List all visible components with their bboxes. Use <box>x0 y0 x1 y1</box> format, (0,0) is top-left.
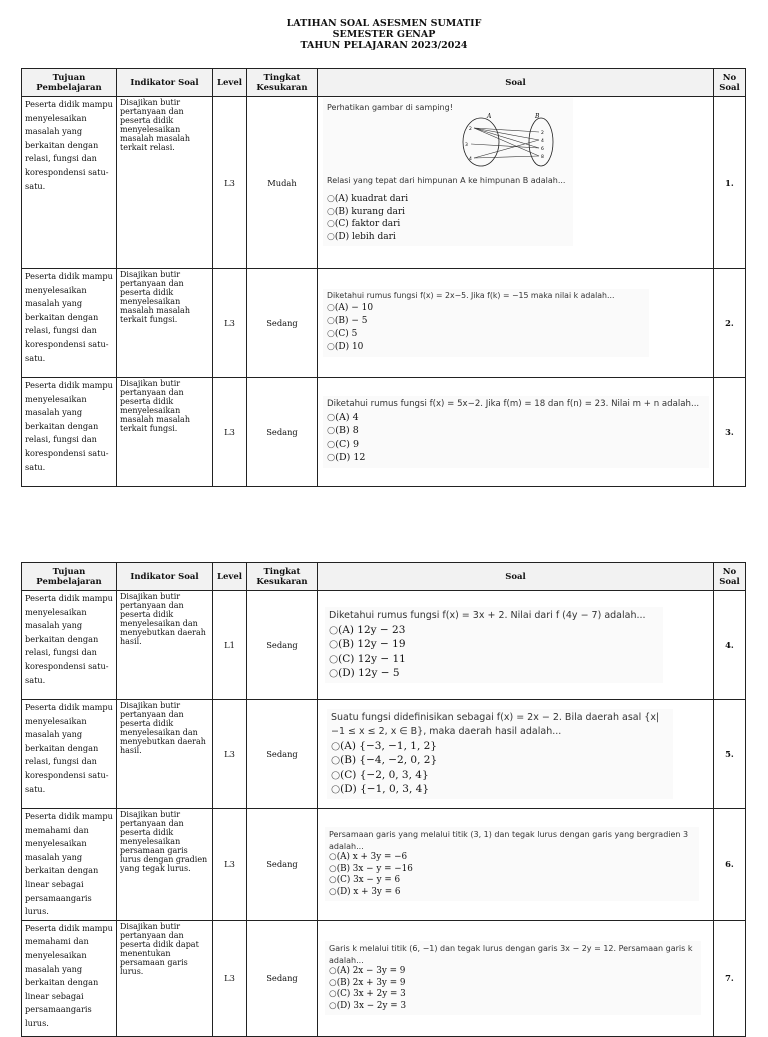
tujuan-cell: Peserta didik mampu memahami dan menyelesaikan masalah yang berkaitan dengan linear sebagai persamaangaris lurus. <box>22 920 117 1036</box>
radio-icon[interactable]: ○ <box>329 863 337 874</box>
option-item[interactable] <box>327 451 705 465</box>
col-header-soal: Soal <box>318 563 714 591</box>
option-label: (D) x + 3y = 6 <box>336 886 401 897</box>
tingkat-cell: Sedang <box>247 809 318 921</box>
option-item[interactable] <box>329 989 697 1001</box>
header-year: TAHUN PELAJARAN 2023/2024 <box>300 40 468 51</box>
question-text: Diketahui rumus fungsi f(x) = 2x−5. Jika f(k) = −15 maka nilai k adalah... <box>327 291 615 301</box>
option-item[interactable] <box>329 875 695 887</box>
col-header-tujuan: Tujuan Pembelajaran <box>22 69 117 97</box>
relation-diagram <box>459 110 559 172</box>
option-label: (B) 8 <box>335 425 359 437</box>
radio-icon[interactable]: ○ <box>329 1000 337 1011</box>
option-label: (D) 3x − 2y = 3 <box>336 1000 407 1011</box>
level-cell: L1 <box>213 591 247 700</box>
option-item[interactable] <box>329 666 659 680</box>
no-cell: 6. <box>714 809 746 921</box>
option-item[interactable] <box>331 739 669 753</box>
option-label: (A) 12y − 23 <box>338 624 406 637</box>
options-list <box>329 623 659 680</box>
table-header-row <box>22 563 746 591</box>
options-list <box>329 852 695 898</box>
no-cell: 5. <box>714 700 746 809</box>
question-box <box>325 941 701 1015</box>
tingkat-cell: Sedang <box>247 920 318 1036</box>
table-row <box>22 809 746 921</box>
radio-icon[interactable]: ○ <box>327 219 335 229</box>
option-item[interactable] <box>327 218 569 231</box>
option-item[interactable] <box>327 315 645 328</box>
b-value: 6 <box>541 147 544 152</box>
question-box <box>327 709 673 799</box>
radio-icon[interactable]: ○ <box>327 425 336 437</box>
option-label: (C) 3x + 2y = 3 <box>336 989 406 1000</box>
a-value: 3 <box>465 143 468 148</box>
tujuan-cell: Peserta didik mampu menyelesaikan masalah yang berkaitan dengan relasi, fungsi dan korespondensi satu-satu. <box>22 97 117 269</box>
tujuan-cell: Peserta didik mampu menyelesaikan masalah yang berkaitan dengan relasi, fungsi dan korespondensi satu-satu. <box>22 700 117 809</box>
option-item[interactable] <box>327 302 645 315</box>
b-value: 2 <box>541 131 544 136</box>
option-item[interactable] <box>327 328 645 341</box>
option-item[interactable] <box>327 411 705 425</box>
radio-icon[interactable]: ○ <box>327 206 335 217</box>
header-semester: SEMESTER GENAP <box>332 29 436 40</box>
col-header-no: No Soal <box>714 69 746 97</box>
tujuan-cell: Peserta didik mampu menyelesaikan masalah yang berkaitan dengan relasi, fungsi dan korespondensi satu-satu. <box>22 269 117 378</box>
radio-icon[interactable]: ○ <box>327 231 335 242</box>
question-table-2 <box>21 562 746 1037</box>
soal-cell <box>318 378 714 487</box>
soal-cell <box>318 920 714 1036</box>
radio-icon[interactable]: ○ <box>329 966 337 977</box>
table-row <box>22 378 746 487</box>
option-label: (D) 12y − 5 <box>338 666 400 679</box>
option-item[interactable] <box>331 753 669 767</box>
soal-cell <box>318 269 714 378</box>
b-value: 4 <box>541 139 544 144</box>
option-label: (A) {−3, −1, 1, 2} <box>340 740 437 753</box>
tingkat-cell: Sedang <box>247 700 318 809</box>
option-label: (A) − 10 <box>334 303 374 314</box>
col-header-tingkat: Tingkat Kesukaran <box>247 563 318 591</box>
col-header-no: No Soal <box>714 563 746 591</box>
option-label: (B) {−4, −2, 0, 2} <box>340 754 438 767</box>
option-label: (B) − 5 <box>334 316 368 327</box>
question-table-1 <box>21 68 746 487</box>
radio-icon[interactable]: ○ <box>327 452 336 464</box>
question-box <box>323 396 709 468</box>
indikator-cell: Disajikan butir pertanyaan dan peserta didik menyelesaikan dan menyebutkan daerah hasil. <box>117 700 213 809</box>
option-label: (C) 3x − y = 6 <box>336 875 401 886</box>
option-item[interactable] <box>327 206 569 219</box>
header-title: LATIHAN SOAL ASESMEN SUMATIF <box>286 18 482 29</box>
level-cell: L3 <box>213 920 247 1036</box>
table-row <box>22 700 746 809</box>
soal-cell <box>318 700 714 809</box>
radio-icon[interactable]: ○ <box>329 875 337 886</box>
radio-icon[interactable]: ○ <box>329 652 339 665</box>
table-row <box>22 591 746 700</box>
radio-icon[interactable]: ○ <box>329 989 337 1000</box>
table-row <box>22 97 746 269</box>
option-item[interactable] <box>329 864 695 876</box>
options-list <box>331 739 669 796</box>
radio-icon[interactable]: ○ <box>329 638 339 651</box>
question-box <box>325 607 663 683</box>
radio-icon[interactable]: ○ <box>327 411 336 423</box>
option-label: (B) kurang dari <box>334 206 406 217</box>
option-item[interactable] <box>329 887 695 899</box>
option-item[interactable] <box>329 652 659 666</box>
indikator-cell: Disajikan butir pertanyaan dan peserta didik menyelesaikan masalah masalah terkait fungsi. <box>117 269 213 378</box>
radio-icon[interactable]: ○ <box>327 438 336 450</box>
level-cell: L3 <box>213 700 247 809</box>
question-box <box>325 827 699 901</box>
radio-icon[interactable]: ○ <box>329 852 337 863</box>
option-item[interactable] <box>329 1001 697 1013</box>
option-label: (C) {−2, 0, 3, 4} <box>340 768 429 781</box>
option-item[interactable] <box>329 623 659 637</box>
radio-icon[interactable]: ○ <box>331 782 341 795</box>
a-value: 2 <box>469 127 472 132</box>
radio-icon[interactable]: ○ <box>329 666 339 679</box>
tujuan-cell: Peserta didik mampu menyelesaikan masalah yang berkaitan dengan relasi, fungsi dan korespondensi satu-satu. <box>22 591 117 700</box>
question-box <box>323 289 649 356</box>
option-label: (D) 10 <box>334 341 364 352</box>
indikator-cell: Disajikan butir pertanyaan dan peserta didik menyelesaikan masalah masalah terkait fungsi. <box>117 378 213 487</box>
option-label: (A) x + 3y = −6 <box>336 852 408 863</box>
radio-icon[interactable]: ○ <box>327 303 335 314</box>
option-label: (B) 12y − 19 <box>338 638 406 651</box>
option-item[interactable] <box>327 424 705 438</box>
indikator-cell: Disajikan butir pertanyaan dan peserta didik menyelesaikan persamaan garis lurus dengan gradien yang tegak lurus. <box>117 809 213 921</box>
radio-icon[interactable]: ○ <box>331 754 341 767</box>
no-cell: 2. <box>714 269 746 378</box>
indikator-cell: Disajikan butir pertanyaan dan peserta didik menyelesaikan dan menyebutkan daerah hasil. <box>117 591 213 700</box>
option-label: (A) 2x − 3y = 9 <box>336 966 406 977</box>
option-label: (C) faktor dari <box>334 219 401 229</box>
soal-cell <box>318 591 714 700</box>
indikator-cell: Disajikan butir pertanyaan dan peserta didik menyelesaikan masalah masalah terkait relasi. <box>117 97 213 269</box>
no-cell: 1. <box>714 97 746 269</box>
option-item[interactable] <box>327 341 645 354</box>
option-item[interactable] <box>329 637 659 651</box>
soal-cell <box>318 97 714 269</box>
question-text: Relasi yang tepat dari himpunan A ke himpunan B adalah... <box>327 176 566 185</box>
col-header-level: Level <box>213 563 247 591</box>
option-item[interactable] <box>331 782 669 796</box>
a-value: 4 <box>469 157 472 162</box>
radio-icon[interactable]: ○ <box>331 768 341 781</box>
col-header-indikator: Indikator Soal <box>117 69 213 97</box>
option-label: (A) kuadrat dari <box>334 194 409 204</box>
radio-icon[interactable]: ○ <box>329 624 339 637</box>
options-list <box>327 411 705 465</box>
soal-cell <box>318 809 714 921</box>
set-b-label: B <box>535 113 540 120</box>
radio-icon[interactable]: ○ <box>327 341 335 352</box>
radio-icon[interactable]: ○ <box>329 977 337 988</box>
option-label: (D) {−1, 0, 3, 4} <box>340 782 430 795</box>
level-cell: L3 <box>213 809 247 921</box>
option-item[interactable] <box>329 978 697 990</box>
question-text: Diketahui rumus fungsi f(x) = 3x + 2. Nilai dari f (4y − 7) adalah... <box>329 610 646 622</box>
tingkat-cell: Sedang <box>247 269 318 378</box>
option-label: (C) 5 <box>334 329 358 339</box>
col-header-indikator: Indikator Soal <box>117 563 213 591</box>
options-list <box>329 966 697 1012</box>
b-value: 8 <box>541 155 544 160</box>
col-header-level: Level <box>213 69 247 97</box>
tujuan-cell: Peserta didik mampu menyelesaikan masalah yang berkaitan dengan relasi, fungsi dan korespondensi satu-satu. <box>22 378 117 487</box>
question-box <box>323 98 573 246</box>
question-text: Diketahui rumus fungsi f(x) = 5x−2. Jika f(m) = 18 dan f(n) = 23. Nilai m + n adalah... <box>327 399 700 410</box>
col-header-tingkat: Tingkat Kesukaran <box>247 69 318 97</box>
level-cell: L3 <box>213 269 247 378</box>
question-intro: Perhatikan gambar di samping! <box>327 103 453 112</box>
option-label: (D) lebih dari <box>334 231 396 242</box>
no-cell: 3. <box>714 378 746 487</box>
tingkat-cell: Mudah <box>247 97 318 269</box>
level-cell: L3 <box>213 97 247 269</box>
option-label: (A) 4 <box>335 411 359 423</box>
table-row <box>22 269 746 378</box>
option-label: (B) 3x − y = −16 <box>336 863 413 874</box>
radio-icon[interactable]: ○ <box>331 740 341 753</box>
document-header <box>0 18 768 51</box>
option-label: (B) 2x + 3y = 9 <box>336 977 406 988</box>
col-header-soal: Soal <box>318 69 714 97</box>
question-text: Suatu fungsi didefinisikan sebagai f(x) = 2x − 2. Bila daerah asal {x| −1 ≤ x ≤ 2, x ∈ B}, maka daerah hasil adalah... <box>331 712 660 738</box>
level-cell: L3 <box>213 378 247 487</box>
question-text: Persamaan garis yang melalui titik (3, 1) dan tegak lurus dengan garis yang bergradien 3 adalah... <box>329 830 689 851</box>
radio-icon[interactable]: ○ <box>329 886 337 897</box>
option-item[interactable] <box>329 852 695 864</box>
no-cell: 4. <box>714 591 746 700</box>
question-text: Garis k melalui titik (6, −1) dan tegak lurus dengan garis 3x − 2y = 12. Persamaan garis k adalah... <box>329 944 693 965</box>
radio-icon[interactable]: ○ <box>327 194 335 204</box>
tingkat-cell: Sedang <box>247 378 318 487</box>
col-header-tujuan: Tujuan Pembelajaran <box>22 563 117 591</box>
options-list <box>327 302 645 353</box>
radio-icon[interactable]: ○ <box>327 316 335 327</box>
option-label: (C) 9 <box>335 438 360 450</box>
table-header-row <box>22 69 746 97</box>
option-label: (C) 12y − 11 <box>338 652 406 665</box>
table-row <box>22 920 746 1036</box>
option-item[interactable] <box>327 193 569 206</box>
no-cell: 7. <box>714 920 746 1036</box>
option-item[interactable] <box>331 768 669 782</box>
radio-icon[interactable]: ○ <box>327 329 335 339</box>
option-label: (D) 12 <box>335 452 366 464</box>
option-item[interactable] <box>329 966 697 978</box>
option-item[interactable] <box>327 438 705 452</box>
tingkat-cell: Sedang <box>247 591 318 700</box>
set-a-label: A <box>487 113 492 120</box>
indikator-cell: Disajikan butir pertanyaan dan peserta didik dapat menentukan persamaan garis lurus. <box>117 920 213 1036</box>
options-list <box>327 193 569 243</box>
option-item[interactable] <box>327 231 569 244</box>
tujuan-cell: Peserta didik mampu memahami dan menyelesaikan masalah yang berkaitan dengan linear sebagai persamaangaris lurus. <box>22 809 117 921</box>
